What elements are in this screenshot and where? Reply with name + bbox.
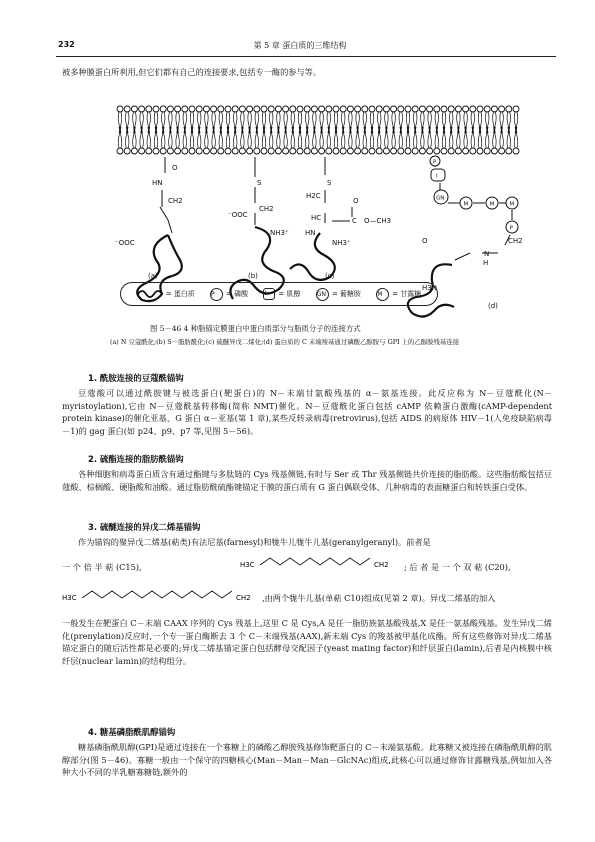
- gpi-anchor-symbol-1: [431, 169, 445, 181]
- chem-label-c-nh: NH3⁺: [332, 239, 351, 247]
- lipid-head: [448, 148, 454, 154]
- lipid-head: [283, 148, 289, 154]
- lipid-head: [311, 148, 317, 154]
- legend-protein: [137, 288, 195, 300]
- lipid-head: [124, 106, 130, 112]
- lipid-head: [254, 106, 260, 112]
- lipid-head: [499, 106, 505, 112]
- chem-label-d-ch2: CH2: [508, 237, 523, 245]
- lipid-head: [455, 148, 461, 154]
- lipid-head: [196, 148, 202, 154]
- section-2-body: 各种细胞和病毒蛋白质含有通过酯键与多肽链的 Cys 残基侧链,有时与 Ser 或 Thr 残基侧链共价连接的脂肪酸。这些脂肪酸包括豆蔻酸、棕榈酸、硬脂酸和油酸。通过脂肪酰硫酯键锚定于膜的蛋白质有 G 蛋白偶联受体、几种病毒的表面糖蛋白和转铁蛋白受体。: [62, 469, 552, 492]
- panel-label-c: (c): [325, 272, 335, 280]
- section-4-body: 糖基磷脂酰肌醇(GPI)是通过连接在一个寡糖上的磷酸乙醇胺残基修饰靶蛋白的 C－末端氨基酸。此寡糖又被连接在磷脂酰肌醇的肌醇部分(图 5－46)。寡糖一般由一个保守的四糖核心(Man－Man－Man－GlcNAc)组成,此核心可以通过修饰甘露糖残基,例如加入各种大小不同的半乳糖寡糖链,额外的: [62, 742, 552, 778]
- lipid-head: [470, 148, 476, 154]
- lipid-head: [455, 106, 461, 112]
- lipid-head: [398, 148, 404, 154]
- legend-mannose-label: = 甘露糖: [392, 290, 422, 298]
- chem-label-b-ch2: CH2: [259, 205, 274, 213]
- lipid-head: [160, 148, 166, 154]
- lipid-head: [239, 106, 245, 112]
- lipid-head: [304, 148, 310, 154]
- lipid-head: [326, 148, 332, 154]
- lipid-head: [311, 106, 317, 112]
- gpi-anchor-label-0: P: [433, 159, 437, 166]
- lipid-head: [441, 148, 447, 154]
- chem-label-a-hn: HN: [152, 179, 163, 187]
- lipid-head: [434, 148, 440, 154]
- geranylgeranyl-structure: [62, 586, 262, 606]
- lipid-head: [369, 106, 375, 112]
- lipid-head: [448, 106, 454, 112]
- glucosamine-icon: GN: [316, 288, 329, 301]
- lipid-head: [254, 148, 260, 154]
- lipid-head: [419, 148, 425, 154]
- lipid-head: [484, 106, 490, 112]
- section-1-heading: 1. 酰胺连接的豆蔻酰锚钩: [88, 373, 184, 383]
- section-3-line-2b: ; 后 者 是 一 个 双 萜 (C20),: [404, 562, 511, 572]
- lipid-head: [203, 106, 209, 112]
- figure-legend: [120, 282, 438, 306]
- lipid-head: [283, 106, 289, 112]
- lipid-head: [441, 106, 447, 112]
- lipid-head: [355, 106, 361, 112]
- lipid-head: [247, 148, 253, 154]
- lipid-head: [304, 106, 310, 112]
- lipid-head: [513, 148, 519, 154]
- lipid-head: [153, 148, 159, 154]
- chem-label-c-s: S: [327, 179, 332, 187]
- lipid-head: [167, 148, 173, 154]
- lipid-head: [491, 148, 497, 154]
- lipid-head: [117, 148, 123, 154]
- lipid-head: [463, 106, 469, 112]
- lipid-head: [376, 106, 382, 112]
- lipid-head: [513, 106, 519, 112]
- lipid-head: [333, 148, 339, 154]
- lipid-head: [225, 106, 231, 112]
- lipid-head: [131, 148, 137, 154]
- lipid-head: [268, 106, 274, 112]
- chem-label-d-nh: N: [484, 250, 490, 258]
- gpi-symbol-label-2: M: [489, 201, 495, 208]
- lipid-head: [261, 106, 267, 112]
- lipid-head: [196, 106, 202, 112]
- lipid-head: [484, 148, 490, 154]
- section-3-line-1: 作为锚钩的聚异戊二烯基(萜类)有法尼基(farnesyl)和牻牛儿牻牛儿基(geranylgeranyl)。前者是: [78, 537, 431, 547]
- gpi-symbol-label-4: P: [509, 225, 513, 232]
- lipid-head: [326, 106, 332, 112]
- farnesyl-h3c: H3C: [240, 561, 255, 569]
- panel-label-d: (d): [488, 302, 498, 310]
- lipid-head: [239, 148, 245, 154]
- lipid-head: [139, 106, 145, 112]
- intro-paragraph: 被多种膜蛋白所利用,但它们都有自己的连接要求,包括专一酶的参与等。: [62, 67, 322, 77]
- section-4-heading: 4. 糖基磷脂酰肌醇锚钩: [88, 727, 176, 737]
- section-3-heading: 3. 硫醚连接的异戊二烯基锚钩: [88, 522, 201, 532]
- legend-protein-label: = 蛋白质: [165, 290, 195, 298]
- lipid-head: [506, 148, 512, 154]
- page-number: 232: [58, 40, 75, 49]
- lipid-head: [412, 148, 418, 154]
- gpi-symbol-label-3: M: [509, 201, 515, 208]
- phosphate-icon: P: [210, 288, 223, 301]
- chem-label-a-ch2: CH2: [168, 197, 183, 205]
- lipid-head: [470, 106, 476, 112]
- lipid-head: [182, 106, 188, 112]
- legend-glucosamine: [316, 288, 361, 301]
- lipid-head: [319, 148, 325, 154]
- farnesyl-structure: [240, 553, 400, 573]
- lipid-head: [477, 106, 483, 112]
- lipid-head: [376, 148, 382, 154]
- lipid-head: [391, 106, 397, 112]
- membrane-bilayer: [115, 105, 520, 155]
- lipid-head: [175, 148, 181, 154]
- lipid-head: [232, 106, 238, 112]
- lipid-head: [347, 148, 353, 154]
- lipid-head: [290, 106, 296, 112]
- chem-label-c-ch3: O—CH3: [364, 217, 392, 225]
- lipid-head: [261, 148, 267, 154]
- lipid-head: [477, 148, 483, 154]
- header-rule: [56, 56, 556, 57]
- section-3-body: 一般发生在靶蛋白 C－末端 CAAX 序列的 Cys 残基上,这里 C 是 Cys,A 是任一脂肪族氨基酸残基,X 是任一氨基酸残基。发生异戊二烯化(prenylation)反应时,一个专一蛋白酶断去 3 个 C－末端残基(AAX),新末端 Cys 的羧基被甲基化成酯。所有这些修饰对异戊二烯基锚定蛋白的随后活性都是必要的;异戊二烯基锚定蛋白包括酵母交配因子(yeast mating factor)和纤层蛋白(lamin),后者是内核膜中核纤层(nuclear lamin)的结构组分。: [62, 618, 552, 666]
- legend-phosphate: [210, 288, 248, 301]
- lipid-head: [275, 106, 281, 112]
- lipid-head: [412, 106, 418, 112]
- chem-label-b-s: S: [257, 179, 262, 187]
- lipid-head: [506, 106, 512, 112]
- page-header: [40, 40, 560, 54]
- gg-ch2: CH2: [236, 594, 251, 602]
- chem-label-a-ooc: ⁻OOC: [115, 239, 135, 247]
- lipid-head: [297, 106, 303, 112]
- inositol-icon: I: [263, 288, 275, 300]
- legend-inositol: [263, 288, 300, 300]
- chem-label-c-hc: HC: [311, 214, 322, 222]
- lipid-head: [398, 106, 404, 112]
- gpi-anchor-label-1: I: [436, 173, 438, 180]
- lipid-head: [182, 148, 188, 154]
- section-3-line-3: ,由两个牻牛儿基(单萜 C10)组成(见第 2 章)。异戊二烯基的加入: [262, 593, 496, 603]
- lipid-head: [491, 106, 497, 112]
- lipid-head: [340, 148, 346, 154]
- lipid-head: [146, 106, 152, 112]
- lipid-head: [319, 106, 325, 112]
- gpi-symbol-label-1: M: [463, 201, 469, 208]
- gpi-symbol-label-0: GN: [436, 195, 445, 202]
- lipid-head: [383, 106, 389, 112]
- lipid-head: [218, 106, 224, 112]
- lipid-head: [146, 148, 152, 154]
- lipid-head: [160, 106, 166, 112]
- lipid-head: [225, 148, 231, 154]
- figure-caption-subtitle: (a) N 豆蔻酰化;(b) S－脂肪酰化;(c) 硫醚异戊二烯化;(d) 蛋白质的 C 末端羧基通过磷酸乙醇胺与 GPI 上的乙醇胺残基连接: [110, 338, 460, 346]
- lipid-head: [347, 106, 353, 112]
- lipid-head: [247, 106, 253, 112]
- lipid-head: [139, 148, 145, 154]
- lipid-head: [419, 106, 425, 112]
- chem-label-d-h3n: H3N: [422, 284, 437, 292]
- lipid-head: [405, 148, 411, 154]
- lipid-head: [391, 148, 397, 154]
- lipid-head: [124, 148, 130, 154]
- lipid-head: [203, 148, 209, 154]
- lipid-head: [355, 148, 361, 154]
- chapter-title: 第 5 章 蛋白质的三维结构: [253, 41, 347, 50]
- legend-phosphate-label: = 磷酸: [226, 290, 249, 298]
- mannose-icon: M: [376, 288, 389, 301]
- figure-caption-title: 图 5－46 4 种脂锚定膜蛋白中蛋白质部分与脂质分子的连接方式: [150, 324, 361, 333]
- panel-label-a: (a): [148, 272, 158, 280]
- lipid-head: [499, 148, 505, 154]
- lipid-head: [211, 106, 217, 112]
- farnesyl-ch2: CH2: [374, 561, 389, 569]
- lipid-head: [383, 148, 389, 154]
- lipid-head: [218, 148, 224, 154]
- lipid-head: [275, 148, 281, 154]
- lipid-head: [189, 148, 195, 154]
- chem-label-c-o: O: [353, 197, 359, 205]
- section-2-heading: 2. 硫酯连接的脂肪酰锚钩: [88, 454, 184, 464]
- lipid-head: [463, 148, 469, 154]
- lipid-head: [268, 148, 274, 154]
- panel-label-b: (b): [248, 272, 258, 280]
- lipid-head: [427, 148, 433, 154]
- lipid-head: [434, 106, 440, 112]
- section-1-body: 豆蔻酸可以通过酰胺键与被选蛋白(靶蛋白)的 N－末端甘氨酸残基的 α－氨基连接。此反应称为 N－豆蔻酰化(N－myristoylation),它由 N－豆蔻酰基转移酶(简称 NMT)催化。N－豆蔻酰化蛋白包括 cAMP 依赖蛋白激酶(cAMP-dependent protein kinase)的催化亚基、G 蛋白 α－亚基(第 1 章),某些反转录病毒(retrovirus),包括 AIDS 的病原体 HIV－1(人免疫缺陷病毒－1)的 gag 蛋白(如 p24、p9、p7 等,见图 5－56)。: [62, 388, 552, 436]
- lipid-head: [290, 148, 296, 154]
- lipid-head: [153, 106, 159, 112]
- lipid-head: [175, 106, 181, 112]
- lipid-head: [405, 106, 411, 112]
- lipid-head: [117, 106, 123, 112]
- lipid-head: [362, 148, 368, 154]
- lipid-head: [333, 106, 339, 112]
- lipid-head: [427, 106, 433, 112]
- lipid-head: [167, 106, 173, 112]
- chem-label-c-c: C: [352, 217, 357, 225]
- lipid-head: [131, 106, 137, 112]
- lipid-head: [369, 148, 375, 154]
- protein-coil-icon: [137, 288, 163, 300]
- lipid-head: [297, 148, 303, 154]
- chem-label-d-h: H: [483, 259, 489, 267]
- lipid-head: [189, 106, 195, 112]
- chem-label-c-h2c: H2C: [306, 192, 321, 200]
- section-3-line-2a: 一 个 倍 半 萜 (C15),: [62, 562, 142, 572]
- lipid-head: [211, 148, 217, 154]
- legend-mannose: [376, 288, 421, 301]
- chem-label-c-hn: HN: [305, 229, 316, 237]
- lipid-head: [340, 106, 346, 112]
- lipid-head: [362, 106, 368, 112]
- legend-inositol-label: = 肌醇: [278, 290, 301, 298]
- gg-h3c: H3C: [62, 594, 77, 602]
- lipid-head: [232, 148, 238, 154]
- chem-label-d-o: O: [422, 237, 428, 245]
- chem-label-a-o: O: [172, 164, 178, 172]
- legend-glucosamine-label: = 葡糖胺: [331, 290, 361, 298]
- chem-label-b-ooc: ⁻OOC: [228, 211, 248, 219]
- chem-label-b-nh: NH3⁺: [270, 229, 289, 237]
